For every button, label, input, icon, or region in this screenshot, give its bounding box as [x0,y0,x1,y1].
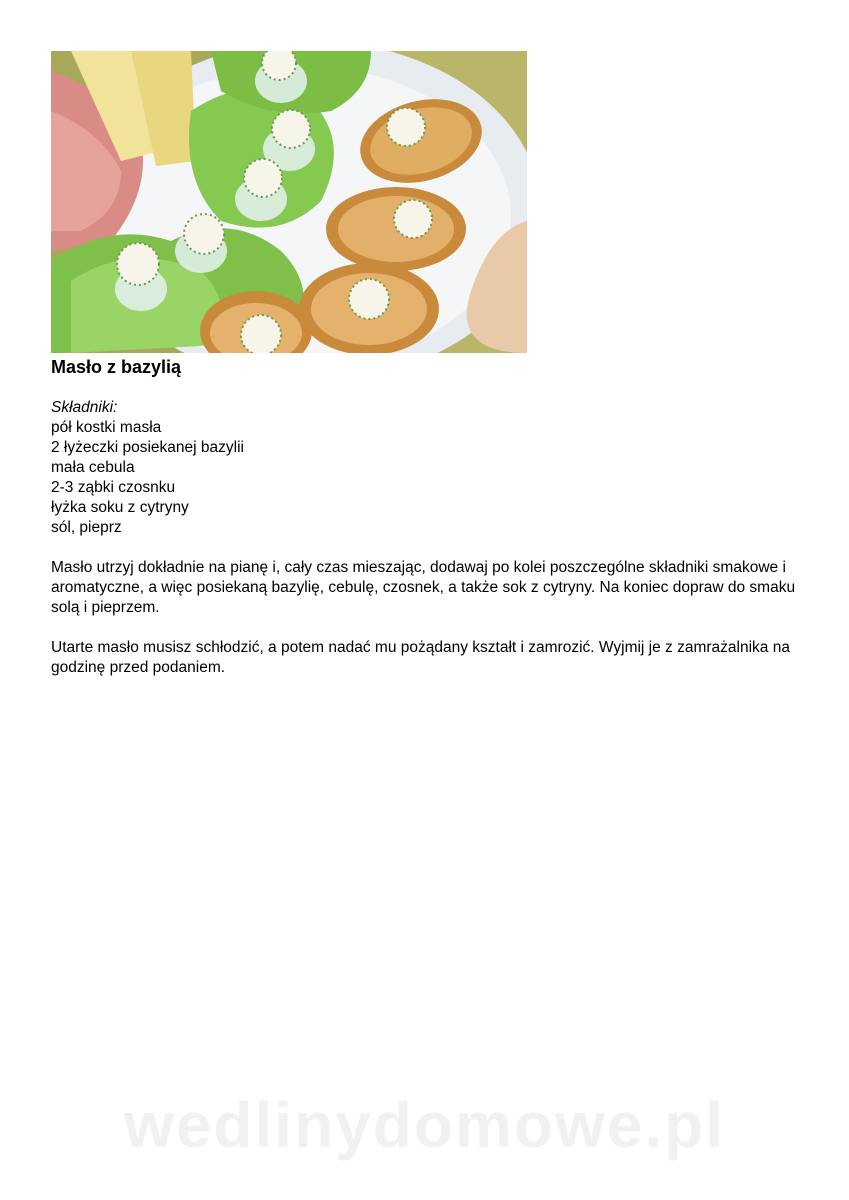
ingredients-heading: Składniki: [51,399,118,416]
recipe-body [51,398,821,678]
ingredients-list [51,398,821,538]
ingredient-item: 2-3 ząbki czosnku [51,479,176,496]
recipe-photo [51,51,527,353]
ingredient-item: sól, pieprz [51,519,122,536]
ingredient-item: 2 łyżeczki posiekanej bazylii [51,439,244,456]
instructions-paragraph: Masło utrzyj dokładnie na pianę i, cały czas mieszając, dodawaj po kolei poszczególne składniki smakowe i aromatyczne, a więc posiekaną bazylię, cebulę, czosnek, a także sok z cytryny. Na koniec dopraw do smaku solą i pieprzem. [51,559,796,616]
ingredient-item: pół kostki masła [51,419,162,436]
recipe-title: Masło z bazylią [51,357,182,377]
ingredient-item: łyżka soku z cytryny [51,499,189,516]
ingredient-item: mała cebula [51,459,135,476]
watermark: wedlinydomowe.pl [124,1089,725,1161]
instructions-paragraph: Utarte masło musisz schłodzić, a potem nadać mu pożądany kształt i zamrozić. Wyjmij je z zamrażalnika na godzinę przed podaniem. [51,639,790,676]
